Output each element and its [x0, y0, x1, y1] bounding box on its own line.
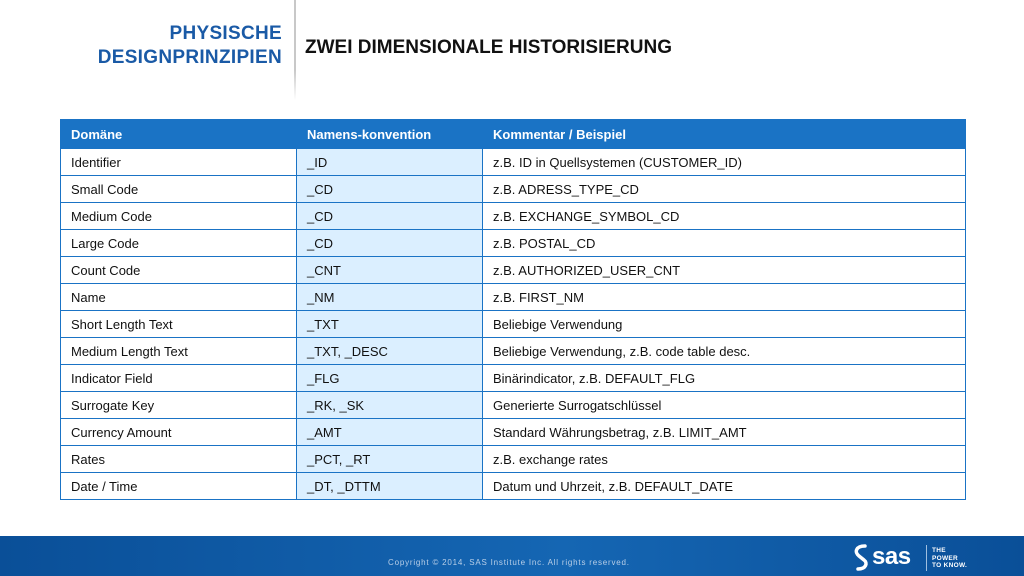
column-header-domaene: Domäne	[61, 120, 297, 149]
table-row	[61, 203, 966, 230]
logo-tagline	[932, 547, 967, 570]
table-row	[61, 419, 966, 446]
footer-bar	[0, 536, 1024, 576]
section-title-line-2: DESIGNPRINZIPIEN	[97, 47, 282, 68]
tagline-line-1: THE	[932, 547, 946, 554]
sas-swirl-icon	[852, 544, 870, 572]
copyright-text: Copyright © 2014, SAS Institute Inc. All rights reserved.	[388, 558, 630, 567]
cell-namenskonvention: _CD	[297, 203, 483, 230]
cell-namenskonvention: _ID	[297, 149, 483, 176]
cell-kommentar: Beliebige Verwendung	[483, 311, 966, 338]
cell-kommentar: z.B. POSTAL_CD	[483, 230, 966, 257]
cell-namenskonvention: _PCT, _RT	[297, 446, 483, 473]
cell-kommentar: z.B. ID in Quellsystemen (CUSTOMER_ID)	[483, 149, 966, 176]
cell-namenskonvention: _TXT, _DESC	[297, 338, 483, 365]
cell-domaene: Large Code	[61, 230, 297, 257]
cell-kommentar: z.B. EXCHANGE_SYMBOL_CD	[483, 203, 966, 230]
table-row	[61, 176, 966, 203]
table-row	[61, 149, 966, 176]
cell-domaene: Identifier	[61, 149, 297, 176]
table-row	[61, 338, 966, 365]
table-body	[61, 149, 966, 500]
table-row	[61, 446, 966, 473]
table-row	[61, 311, 966, 338]
table-row	[61, 284, 966, 311]
cell-domaene: Medium Code	[61, 203, 297, 230]
cell-namenskonvention: _RK, _SK	[297, 392, 483, 419]
cell-namenskonvention: _CD	[297, 176, 483, 203]
section-title	[12, 22, 282, 70]
cell-namenskonvention: _FLG	[297, 365, 483, 392]
cell-domaene: Currency Amount	[61, 419, 297, 446]
column-header-kommentar: Kommentar / Beispiel	[483, 120, 966, 149]
cell-domaene: Date / Time	[61, 473, 297, 500]
table-row	[61, 365, 966, 392]
cell-domaene: Rates	[61, 446, 297, 473]
cell-kommentar: z.B. exchange rates	[483, 446, 966, 473]
column-header-namenskonvention: Namens-konvention	[297, 120, 483, 149]
cell-namenskonvention: _TXT	[297, 311, 483, 338]
table-row	[61, 230, 966, 257]
cell-kommentar: z.B. ADRESS_TYPE_CD	[483, 176, 966, 203]
cell-kommentar: Beliebige Verwendung, z.B. code table desc.	[483, 338, 966, 365]
cell-kommentar: z.B. FIRST_NM	[483, 284, 966, 311]
header-divider	[294, 0, 296, 100]
cell-domaene: Count Code	[61, 257, 297, 284]
table-row	[61, 473, 966, 500]
cell-domaene: Indicator Field	[61, 365, 297, 392]
section-title-line-1: PHYSISCHE	[169, 23, 282, 44]
tagline-line-2: POWER	[932, 554, 959, 562]
cell-namenskonvention: _NM	[297, 284, 483, 311]
cell-domaene: Name	[61, 284, 297, 311]
cell-kommentar: Generierte Surrogatschlüssel	[483, 392, 966, 419]
cell-kommentar: Binärindicator, z.B. DEFAULT_FLG	[483, 365, 966, 392]
table-row	[61, 257, 966, 284]
table-row	[61, 392, 966, 419]
logo-separator	[926, 545, 927, 571]
cell-kommentar: Standard Währungsbetrag, z.B. LIMIT_AMT	[483, 419, 966, 446]
naming-convention-table	[60, 119, 966, 500]
tagline-line-3: TO KNOW.	[932, 562, 968, 569]
cell-domaene: Short Length Text	[61, 311, 297, 338]
cell-domaene: Surrogate Key	[61, 392, 297, 419]
cell-namenskonvention: _CNT	[297, 257, 483, 284]
sas-logo	[852, 543, 1022, 573]
cell-namenskonvention: _DT, _DTTM	[297, 473, 483, 500]
cell-namenskonvention: _CD	[297, 230, 483, 257]
cell-kommentar: z.B. AUTHORIZED_USER_CNT	[483, 257, 966, 284]
cell-namenskonvention: _AMT	[297, 419, 483, 446]
slide-title: ZWEI DIMENSIONALE HISTORISIERUNG	[305, 37, 673, 58]
logo-wordmark: sas	[872, 543, 911, 570]
cell-domaene: Small Code	[61, 176, 297, 203]
table-header-row	[61, 120, 966, 149]
cell-domaene: Medium Length Text	[61, 338, 297, 365]
cell-kommentar: Datum und Uhrzeit, z.B. DEFAULT_DATE	[483, 473, 966, 500]
